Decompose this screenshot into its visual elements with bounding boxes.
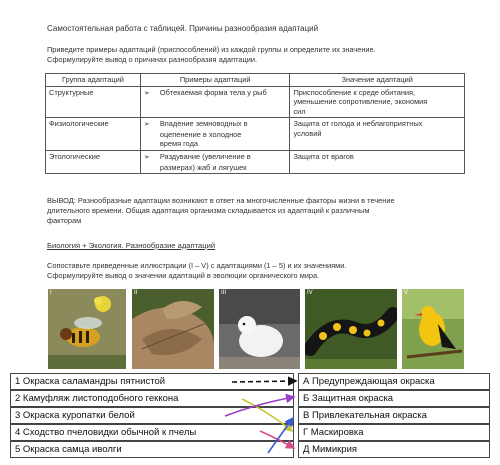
photo-numeral: I (50, 290, 52, 296)
task-line-1: Сопоставьте приведенные иллюстрации (I – V) с адаптациями (1 – 5) и их значениями. (47, 261, 347, 270)
match-right-a: А Предупреждающая окраска (298, 373, 490, 390)
match-left-1: 1 Окраска саламандры пятнистой (10, 373, 294, 390)
photo-hoverfly (48, 289, 126, 369)
photo-oriole (402, 289, 464, 369)
table-row (46, 118, 465, 151)
match-right-d: Г Маскировка (298, 424, 490, 441)
cell-example: ➢ Раздувание (увеличение в размерах) жаб и лягушек (140, 151, 290, 174)
match-right-c: В Привлекательная окраска (298, 407, 490, 424)
cell-example: ➢ Обтекаемая форма тела у рыб (140, 86, 290, 118)
photo-numeral: II (134, 290, 138, 296)
photo-ptarmigan (219, 289, 300, 369)
intro-line-1: Приведите примеры адаптаций (приспособлений) из каждой группы и определите их значение. (47, 45, 376, 54)
table-row (46, 86, 465, 118)
photo-numeral: III (221, 290, 227, 296)
cell-example: ➢ Впадение земноводных в оцепенение в холодное время года (140, 118, 290, 151)
arrow-bullet-icon: ➢ (143, 89, 150, 97)
match-left-5: 5 Окраска самца иволги (10, 441, 294, 458)
cell-group: Структурные (46, 86, 141, 118)
cell-meaning: Защита от врагов (290, 151, 465, 174)
photo-salamander (305, 289, 397, 369)
cell-group: Физиологические (46, 118, 141, 151)
task-line-2: Сформулируйте вывод о значении адаптаций в эволюции органического мира. (47, 271, 320, 280)
arrow-bullet-icon: ➢ (143, 154, 150, 161)
cell-group: Этологические (46, 151, 141, 174)
header-meaning: Значение адаптаций (290, 74, 465, 87)
table-header-row (46, 74, 465, 87)
adaptations-table (45, 73, 465, 174)
arrow-bullet-icon: ➢ (143, 121, 150, 128)
section-subtitle: Биология + Экология. Разнообразие адаптаций (47, 241, 216, 250)
table-row (46, 151, 465, 174)
photo-gecko (132, 289, 214, 369)
match-left-2: 2 Камуфляж листоподобного геккона (10, 390, 294, 407)
header-examples: Примеры адаптаций (140, 74, 290, 87)
match-left-3: 3 Окраска куропатки белой (10, 407, 294, 424)
match-right-b: Б Защитная окраска (298, 390, 490, 407)
match-right-e: Д Мимикрия (298, 441, 490, 458)
photo-numeral: V (404, 290, 409, 296)
match-left-4: 4 Сходство пчеловидки обычной к пчелы (10, 424, 294, 441)
cell-meaning: Приспособление к среде обитания, уменьшение сопротивление, экономия сил (290, 86, 465, 118)
photo-numeral: IV (307, 290, 313, 296)
intro-line-2: Сформулируйте вывод о причинах разнообразия адаптации. (47, 55, 258, 64)
page-heading: Самостоятельная работа с таблицей. Причины разнообразия адаптаций (47, 24, 319, 33)
header-group: Группа адаптаций (46, 74, 141, 87)
matching-exercise (10, 373, 490, 461)
cell-meaning: Защита от голода и неблагоприятных условий (290, 118, 465, 151)
conclusion-text: ВЫВОД: Разнообразные адаптации возникают в ответ на многочисленные факторы жизни в течение длительного времени. Общая адаптация организма складывается из адаптаций к различным факторам (47, 196, 395, 225)
